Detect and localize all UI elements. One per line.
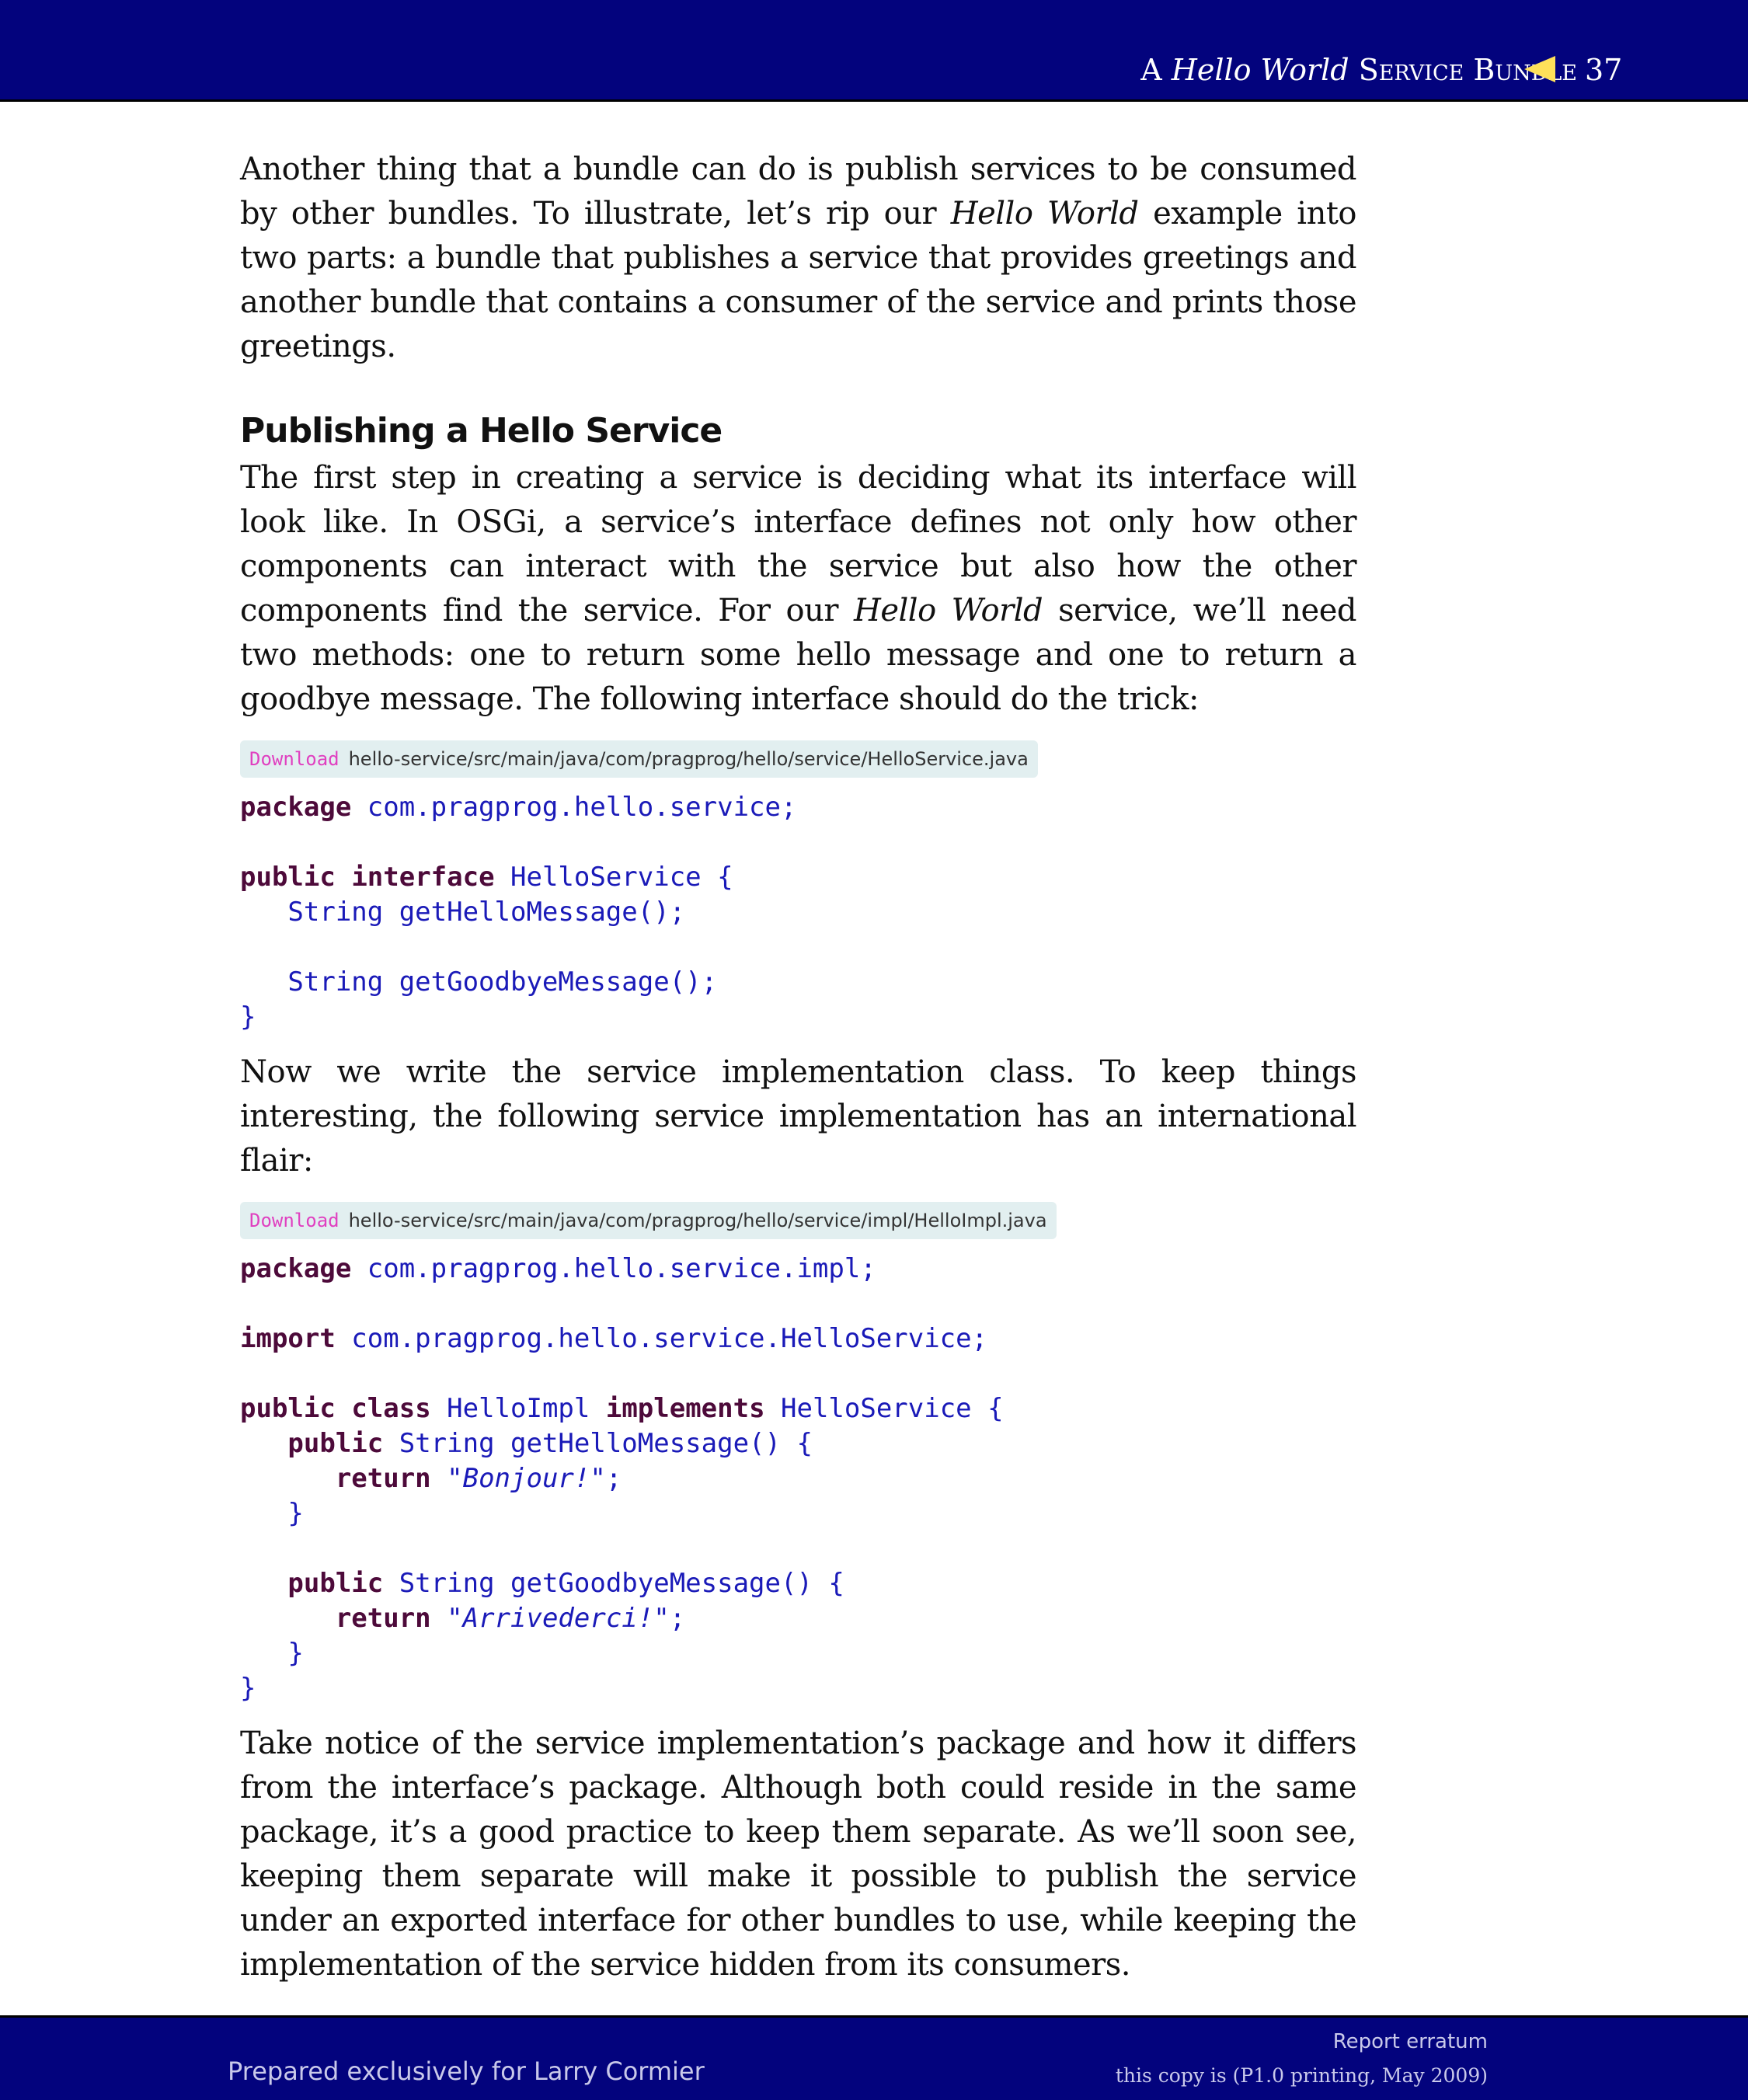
code-kw: class [351,1393,431,1424]
code-text: String getGoodbyeMessage(); [240,966,718,998]
impl-intro-paragraph: Now we write the service implementation class. To keep things interesting, the following service implementation has an international flair: [240,1054,1356,1179]
download-bar-2-wrap [240,1202,1356,1239]
code-text: com.pragprog.hello.service.HelloService; [335,1323,988,1354]
code-text: HelloImpl [430,1393,606,1424]
code-text: } [240,1638,304,1669]
service-intro-italic: Hello World [853,593,1043,629]
download-link-1[interactable]: Download [249,748,340,770]
code-text: HelloService { [494,862,733,893]
page-header [0,0,1748,102]
closing-paragraph: Take notice of the service implementation’s package and how it differs from the interface’s package. Although both could reside in the same package, it’s a good practice to keep them separate. As we’ll soon see, keeping them separate will make it possible to publish the service under an exported interface for other bundles to use, while keeping the implementation of the service hidden from its consumers. [240,1726,1356,1983]
download-path-1: hello-service/src/main/java/com/pragprog/hello/service/HelloService.java [348,748,1029,770]
copy-info-text: this copy is (P1.0 printing, May 2009) [1115,2064,1488,2087]
section-heading: Publishing a Hello Service [240,411,723,451]
service-intro-paragraph [240,456,1356,722]
service-intro-text-a: The first step in creating a service is deciding what its interface will look like. In OSGi, a service’s interface defines not only how other components can interact with the service but also how the other components find the service. For our [240,460,1356,629]
page-footer [0,2015,1748,2100]
running-title-italic: Hello World [1171,53,1349,87]
download-bar-1-wrap [240,740,1356,778]
code-kw: public [287,1428,384,1459]
code-kw: implements [605,1393,765,1424]
intro-text-a: Another thing that a bundle can do is publish services to be consumed by other bundles. To illustrate, let’s rip our [240,151,1356,232]
service-intro-text-b: service, we’ll need two methods: one to return some hello message and one to return a goodbye message. The following interface should do the trick: [240,593,1356,717]
code-kw: public [287,1568,384,1599]
code-block-hello-service [240,790,1356,1035]
code-kw: public [240,1393,336,1424]
code-text: } [240,1001,256,1033]
code-text: HelloService { [764,1393,1004,1424]
code-kw: return [335,1463,431,1494]
code-block-hello-impl [240,1252,1356,1706]
download-bar-1[interactable] [240,740,1038,778]
code-text: ; [669,1603,686,1634]
report-erratum-link[interactable]: Report erratum [1332,2030,1488,2053]
download-link-2[interactable]: Download [249,1210,340,1231]
code-text: String getHelloMessage(); [240,897,686,928]
download-bar-2[interactable] [240,1202,1057,1239]
page-number: 37 [1585,53,1623,87]
code-kw: interface [351,862,495,893]
code-text: ; [605,1463,622,1494]
code-kw: package [240,1253,352,1284]
code-text: } [240,1673,256,1704]
code-text: com.pragprog.hello.service; [351,792,797,823]
running-title-suffix: Service Bundle [1349,53,1577,87]
code-text: } [240,1498,304,1529]
code-text: String getHelloMessage() { [383,1428,813,1459]
code-string: "Arrivederci!" [447,1603,670,1634]
code-text: String getGoodbyeMessage() { [383,1568,844,1599]
intro-text-b: example into two parts: a bundle that publishes a service that provides greetings and another bundle that contains a consumer of the service and prints those greetings. [240,196,1357,364]
code-string: "Bonjour!" [447,1463,606,1494]
previous-page-arrow-icon[interactable] [1524,56,1555,82]
intro-paragraph [240,148,1356,369]
prepared-for-text: Prepared exclusively for Larry Cormier [228,2056,705,2086]
download-path-2: hello-service/src/main/java/com/pragprog/hello/service/impl/HelloImpl.java [348,1210,1047,1231]
code-kw: return [335,1603,431,1634]
code-text: com.pragprog.hello.service.impl; [351,1253,876,1284]
running-title-prefix: A [1140,53,1172,87]
code-kw: public [240,862,336,893]
code-kw: import [240,1323,336,1354]
running-title [1140,53,1577,87]
intro-italic: Hello World [950,196,1139,232]
code-kw: package [240,792,352,823]
page-content [240,148,1356,1987]
